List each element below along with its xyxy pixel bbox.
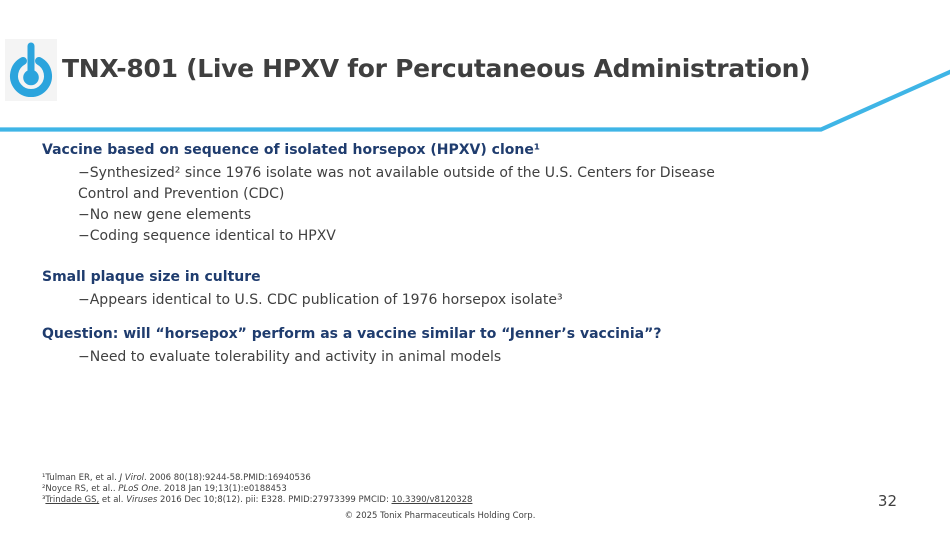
footnote-line [42,495,472,506]
footnote-line [42,473,472,484]
footnote-text: ³ [42,495,46,505]
footnote-text: . 2006 80(18):9244-58.PMID:16940536 [144,473,311,483]
section-heading: Small plaque size in culture [42,269,261,285]
bullet-item: −Coding sequence identical to HPXV [78,228,336,244]
footnote-line [42,484,472,495]
footnote-text: 2016 Dec 10;8(12). pii: E328. PMID:27973399 PMCID: [157,495,392,505]
bullet-item: −Synthesized² since 1976 isolate was not available outside of the U.S. Centers for Disease Control and Prevention (CDC) [78,165,715,202]
section [42,325,752,368]
footnote-text: J Virol [119,473,145,483]
footnote-text: ²Noyce RS, et al.. [42,484,119,494]
section-heading: Question: will “horsepox” perform as a vaccine similar to “Jenner’s vaccinia”? [42,326,662,342]
bullet-item: −Need to evaluate tolerability and activity in animal models [78,349,502,365]
section-heading: Vaccine based on sequence of isolated horsepox (HPXV) clone¹ [42,142,540,158]
footnote-text: . 2018 Jan 19;13(1):e0188453 [158,484,287,494]
section [42,268,752,311]
slide-title: TNX-801 (Live HPXV for Percutaneous Administration) [62,54,811,83]
footnotes [42,473,472,506]
bullet-item: −No new gene elements [78,207,252,223]
copyright-text: © 2025 Tonix Pharmaceuticals Holding Corp. [344,511,536,521]
footnote-text: PLoS One [118,484,159,494]
bullet-item: −Appears identical to U.S. CDC publication of 1976 horsepox isolate³ [78,292,563,308]
footnote-text: Trindade GS, [45,495,100,505]
footnote-text: et al. [99,495,127,505]
footnote-link[interactable]: 10.3390/v8120328 [391,495,473,505]
content-sections [42,141,752,368]
footnote-text: Viruses [126,495,158,505]
section [42,141,752,247]
accent-line [0,0,950,140]
page-number: 32 [877,492,897,510]
footnote-text: ¹Tulman ER, et al. [42,473,120,483]
